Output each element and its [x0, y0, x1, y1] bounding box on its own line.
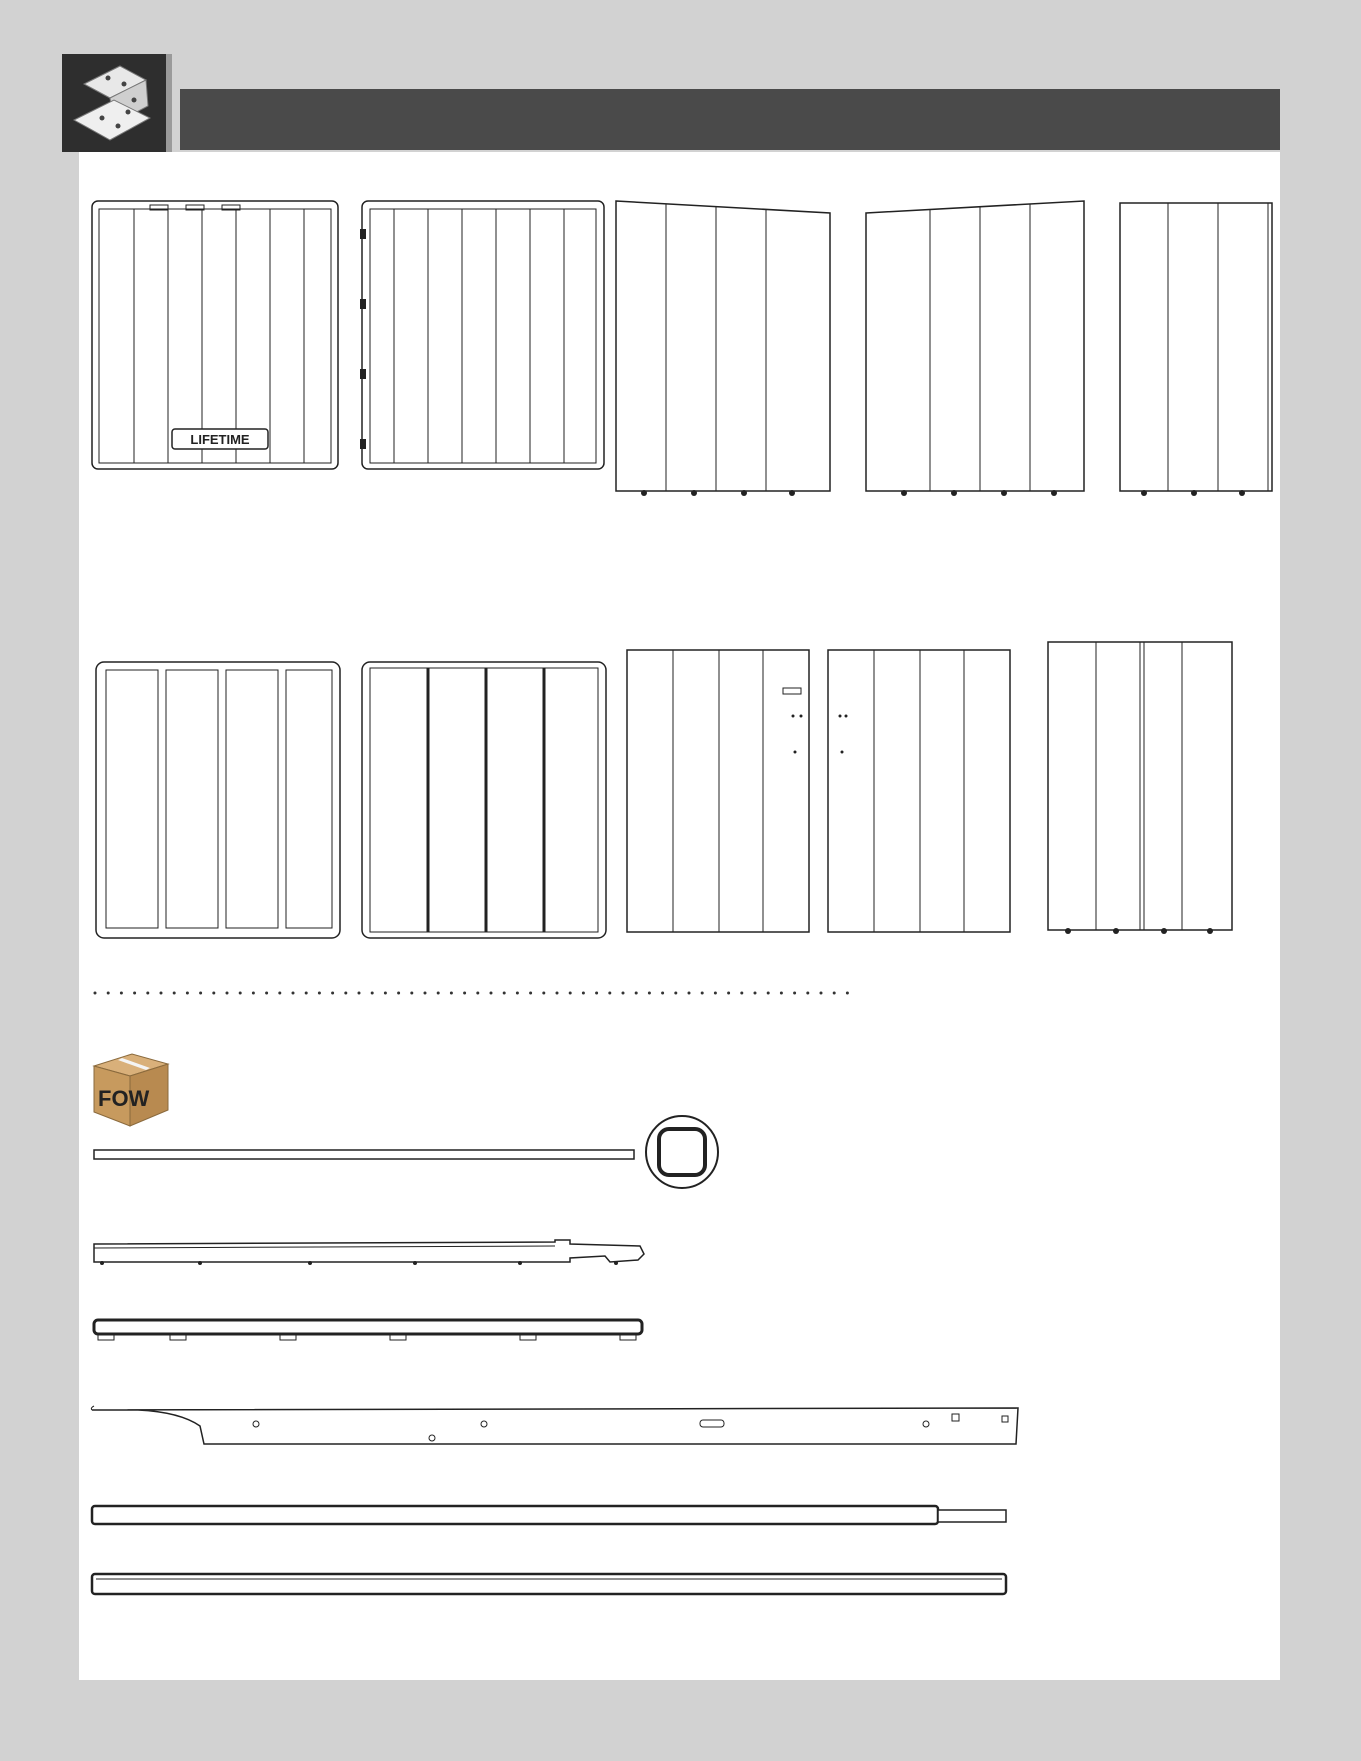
roof-gable-panel-right: [864, 199, 1090, 497]
roof-rail-left: [90, 1236, 650, 1272]
front-wall-panel-back: [358, 199, 608, 479]
rear-wall-panel: [1046, 638, 1242, 936]
brand-logo-text: LIFETIME: [190, 432, 250, 447]
square-tube-bar: [92, 1112, 722, 1192]
trim-bar: [90, 1570, 1010, 1602]
door-panel-left: [625, 648, 811, 934]
door-panel-right: [826, 648, 1012, 934]
roof-panel-inner: [360, 658, 610, 942]
dotted-separator: [92, 990, 852, 996]
roof-panel-outer: [94, 658, 344, 942]
roof-rail-right: [90, 1316, 650, 1346]
side-wall-panel: [1118, 199, 1278, 497]
roof-truss-beam: [90, 1402, 1022, 1450]
ridge-cap-bar: [90, 1502, 1010, 1534]
front-wall-panel: [90, 199, 340, 479]
bracket-icon: [62, 54, 172, 152]
roof-gable-panel-left: [614, 199, 834, 497]
box-label: FOW: [98, 1086, 150, 1111]
header-bar: [180, 89, 1280, 150]
